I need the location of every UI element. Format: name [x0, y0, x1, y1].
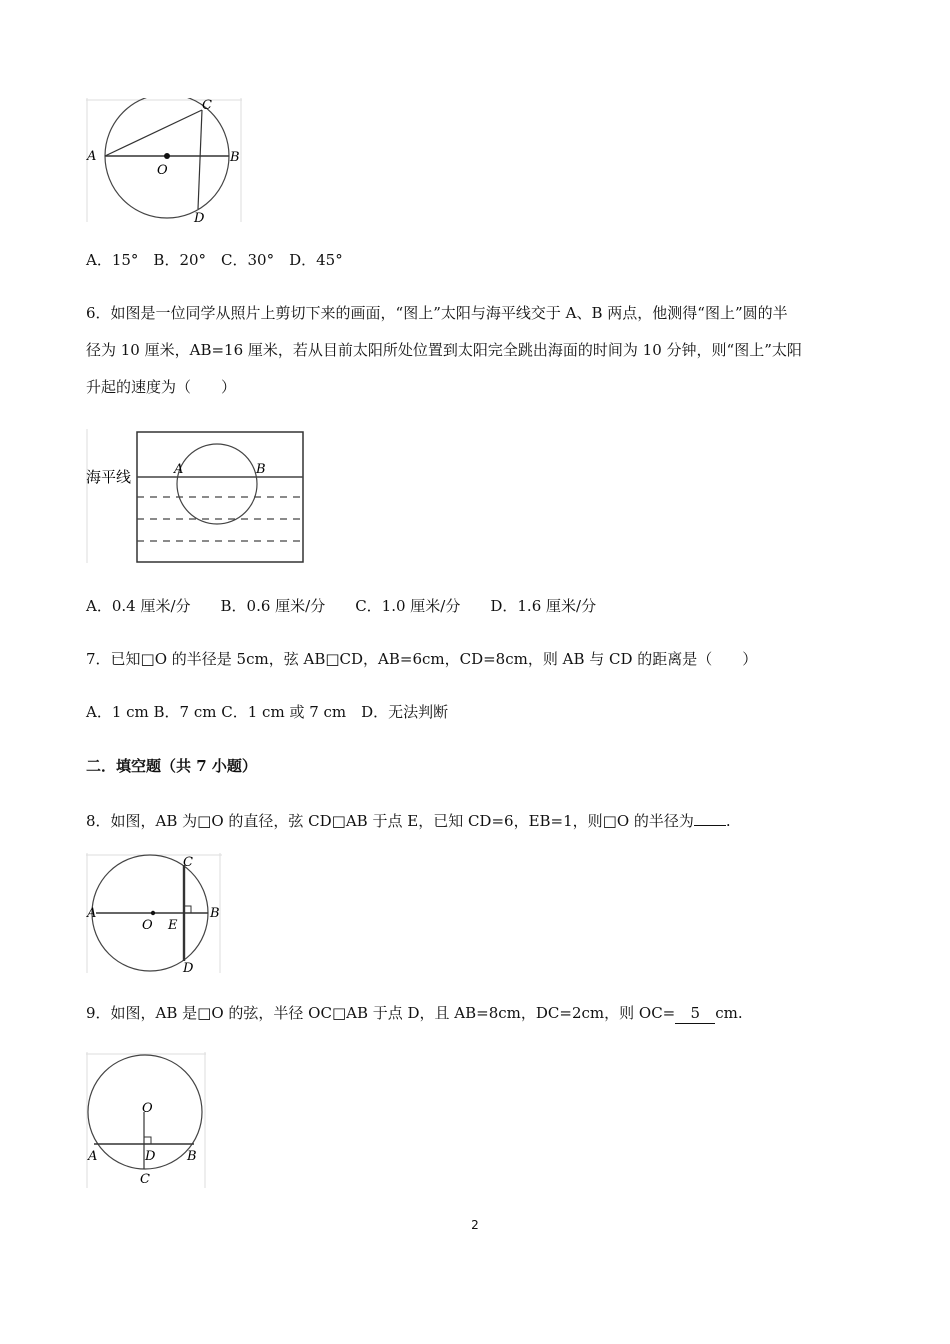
section-title: 二．填空题（共 7 小题）	[86, 757, 257, 775]
q9-answer-blank: 5	[675, 1003, 715, 1024]
label-o: O	[142, 1101, 153, 1116]
q8-answer-blank	[694, 809, 726, 826]
q9-stem	[86, 1003, 743, 1024]
label-o: O	[157, 163, 168, 178]
center-dot	[164, 153, 170, 159]
label-c: C	[140, 1172, 150, 1187]
label-c: C	[183, 855, 193, 870]
q5-figure	[86, 98, 244, 222]
label-d: D	[194, 211, 205, 222]
q6-stem-line2: 径为 10 厘米，AB=16 厘米，若从目前太阳所处位置到太阳完全跳出海面的时间为 10 分钟，则“图上”太阳	[86, 341, 802, 359]
center-dot	[151, 911, 155, 915]
q9-figure	[86, 1052, 208, 1190]
chord-cd	[198, 110, 202, 209]
label-b: B	[256, 462, 266, 477]
q7-stem: 7．已知□O 的半径是 5cm，弦 AB□CD，AB=6cm，CD=8cm，则 AB 与 CD 的距离是（ ）	[86, 650, 758, 668]
label-b: B	[210, 906, 220, 921]
label-e: E	[168, 918, 178, 933]
q8-stem-after: .	[725, 812, 731, 830]
q6-figure	[86, 429, 308, 565]
label-a: A	[87, 149, 97, 164]
q6-stem-line1: 6．如图是一位同学从照片上剪切下来的画面，“图上”太阳与海平线交于 A、B 两点，他测得“图上”圆的半	[86, 304, 788, 322]
q8-stem-before: 8．如图，AB 为□O 的直径，弦 CD□AB 于点 E，已知 CD=6，EB=1，则□O 的半径为	[86, 812, 694, 830]
q9-stem-before: 9．如图，AB 是□O 的弦，半径 OC□AB 于点 D，且 AB=8cm，DC=2cm，则 OC=	[86, 1004, 676, 1022]
label-o: O	[142, 918, 153, 933]
q8-stem	[86, 809, 731, 831]
page-number: 2	[471, 1218, 479, 1232]
label-b: B	[187, 1149, 197, 1164]
label-d: D	[145, 1149, 156, 1164]
q6-stem-line3: 升起的速度为（ ）	[86, 378, 237, 396]
right-angle-mark	[144, 1137, 151, 1144]
q5-options: A．15° B．20° C．30° D．45°	[86, 251, 343, 269]
sun-circle	[177, 444, 257, 524]
q7-options: A．1 cm B．7 cm C．1 cm 或 7 cm D．无法判断	[86, 703, 449, 721]
q9-stem-after: cm.	[715, 1004, 743, 1022]
label-b: B	[230, 150, 240, 165]
q6-options: A．0.4 厘米/分 B．0.6 厘米/分 C．1.0 厘米/分 D．1.6 厘米/分	[86, 597, 597, 615]
label-a: A	[174, 462, 184, 477]
label-sea-level: 海平线	[86, 468, 132, 486]
label-a: A	[87, 906, 97, 921]
q8-figure	[86, 853, 224, 975]
label-a: A	[88, 1149, 98, 1164]
label-c: C	[202, 98, 212, 113]
label-d: D	[183, 961, 194, 975]
